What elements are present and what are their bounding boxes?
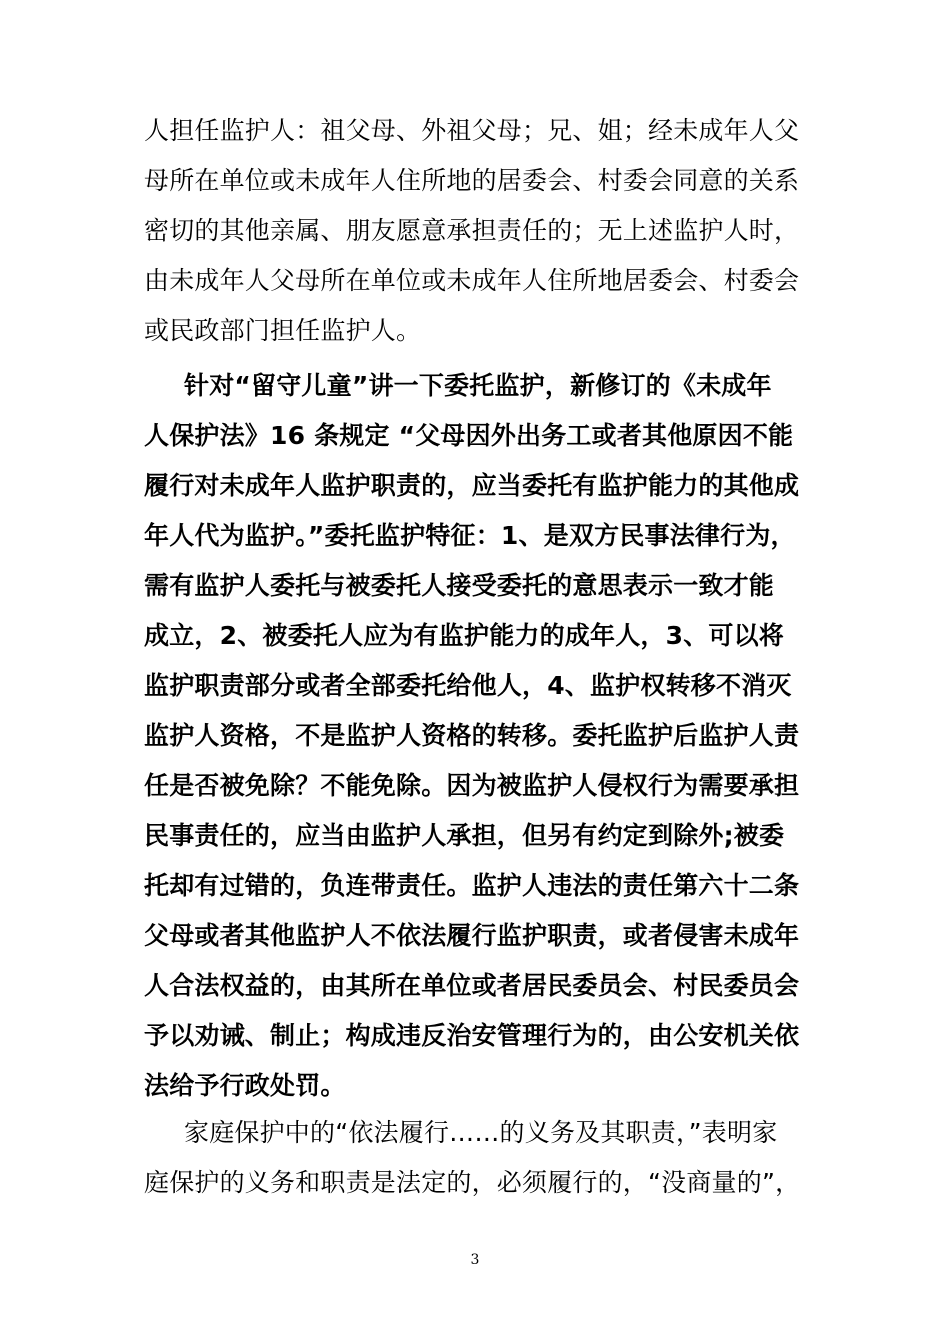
text-line: 民事责任的，应当由监护人承担，但另有约定到除外;被委	[144, 821, 785, 850]
text-line: 母所在单位或未成年人住所地的居委会、村委会同意的关系	[144, 166, 800, 195]
text-line: 人保护法》16 条规定 “父母因外出务工或者其他原因不能	[144, 421, 794, 450]
text-line: 人合法权益的，由其所在单位或者居民委员会、村民委员会	[144, 971, 800, 1000]
text-line: 人担任监护人：祖父母、外祖父母；兄、姐；经未成年人父	[144, 116, 800, 145]
text-line: 予以劝诫、制止；构成违反治安管理行为的，由公安机关依	[144, 1021, 800, 1050]
text-line: 庭保护的义务和职责是法定的，必须履行的，“没商量的”，	[144, 1168, 801, 1197]
text-line: 密切的其他亲属、朋友愿意承担责任的；无上述监护人时，	[144, 216, 800, 245]
text-line: 家庭保护中的“依法履行……的义务及其职责，”表明家	[184, 1118, 778, 1147]
paragraph-guardian-order	[144, 106, 814, 356]
paragraph-entrusted-guardianship	[144, 361, 814, 1111]
paragraph-family-protection	[144, 1108, 814, 1208]
text-line: 由未成年人父母所在单位或未成年人住所地居委会、村委会	[144, 266, 800, 295]
text-line: 履行对未成年人监护职责的，应当委托有监护能力的其他成	[144, 471, 800, 500]
text-line: 成立，2、被委托人应为有监护能力的成年人，3、可以将	[144, 621, 784, 650]
text-line: 针对“留守儿童”讲一下委托监护，新修订的《未成年	[184, 371, 772, 400]
text-line: 监护职责部分或者全部委托给他人，4、监护权转移不消灭	[144, 671, 792, 700]
text-line: 年人代为监护。”委托监护特征：1、是双方民事法律行为，	[144, 521, 796, 550]
page-number: 3	[470, 1252, 480, 1268]
text-line: 托却有过错的，负连带责任。监护人违法的责任第六十二条	[144, 871, 800, 900]
text-line: 监护人资格，不是监护人资格的转移。委托监护后监护人责	[144, 721, 800, 750]
text-line: 父母或者其他监护人不依法履行监护职责，或者侵害未成年	[144, 921, 800, 950]
text-line: 或民政部门担任监护人。	[144, 316, 422, 345]
text-line: 需有监护人委托与被委托人接受委托的意思表示一致才能	[144, 571, 775, 600]
text-line: 法给予行政处罚。	[144, 1071, 346, 1100]
text-line: 任是否被免除？不能免除。因为被监护人侵权行为需要承担	[144, 771, 800, 800]
